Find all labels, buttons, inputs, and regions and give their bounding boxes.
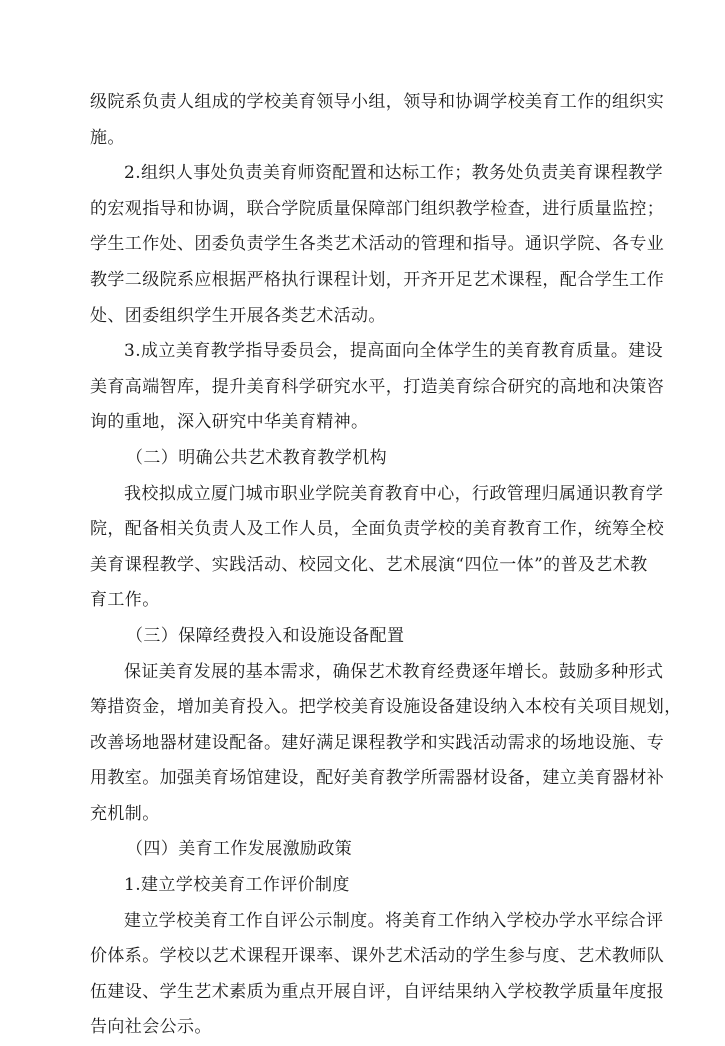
text-line: 我校拟成立厦门城市职业学院美育教育中心，行政管理归属通识教育学 [124, 483, 664, 504]
text-line: 美育高端智库，提升美育科学研究水平，打造美育综合研究的高地和决策咨 [90, 376, 665, 397]
text-line: 教学二级院系应根据严格执行课程计划，开齐开足艺术课程，配合学生工作 [90, 269, 665, 290]
text-line: 伍建设、学生艺术素质为重点开展自评，自评结果纳入学校教学质量年度报 [90, 981, 665, 1002]
text-line: 告向社会公示。 [90, 1017, 212, 1038]
text-line: 处、团委组织学生开展各类艺术活动。 [90, 305, 386, 326]
subsection-heading: 1.建立学校美育工作评价制度 [124, 875, 350, 896]
text-line: 询的重地，深入研究中华美育精神。 [90, 412, 369, 433]
section-heading: （二）明确公共艺术教育教学机构 [126, 447, 387, 468]
text-line: 美育课程教学、实践活动、校园文化、艺术展演“四位一体”的普及艺术教 [90, 554, 648, 575]
document-body [90, 85, 682, 1046]
text-line: 筹措资金，增加美育投入。把学校美育设施设备建设纳入本校有关项目规划， [90, 697, 682, 718]
text-line: 学生工作处、团委负责学生各类艺术活动的管理和指导。通识学院、各专业 [90, 234, 665, 255]
text-line: 建立学校美育工作自评公示制度。将美育工作纳入学校办学水平综合评 [124, 910, 664, 931]
text-line: 保证美育发展的基本需求，确保艺术教育经费逐年增长。鼓励多种形式 [124, 661, 664, 682]
text-line: 改善场地器材建设配备。建好满足课程教学和实践活动需求的场地设施、专 [90, 732, 665, 753]
text-line: 用教室。加强美育场馆建设，配好美育教学所需器材设备，建立美育器材补 [90, 768, 665, 789]
text-line: 3.成立美育教学指导委员会，提高面向全体学生的美育教育质量。建设 [124, 341, 664, 362]
text-line: 施。 [90, 127, 125, 148]
text-line: 的宏观指导和协调，联合学院质量保障部门组织教学检查，进行质量监控； [90, 198, 665, 219]
text-line: 育工作。 [90, 590, 160, 611]
section-heading: （四）美育工作发展激励政策 [126, 839, 353, 860]
text-line: 院，配备相关负责人及工作人员，全面负责学校的美育教育工作，统筹全校 [90, 519, 665, 540]
section-heading: （三）保障经费投入和设施设备配置 [126, 625, 405, 646]
text-line: 价体系。学校以艺术课程开课率、课外艺术活动的学生参与度、艺术教师队 [90, 946, 665, 967]
text-line: 2.组织人事处负责美育师资配置和达标工作；教务处负责美育课程教学 [124, 163, 664, 184]
text-line: 充机制。 [90, 803, 160, 824]
text-line: 级院系负责人组成的学校美育领导小组，领导和协调学校美育工作的组织实 [90, 92, 665, 112]
